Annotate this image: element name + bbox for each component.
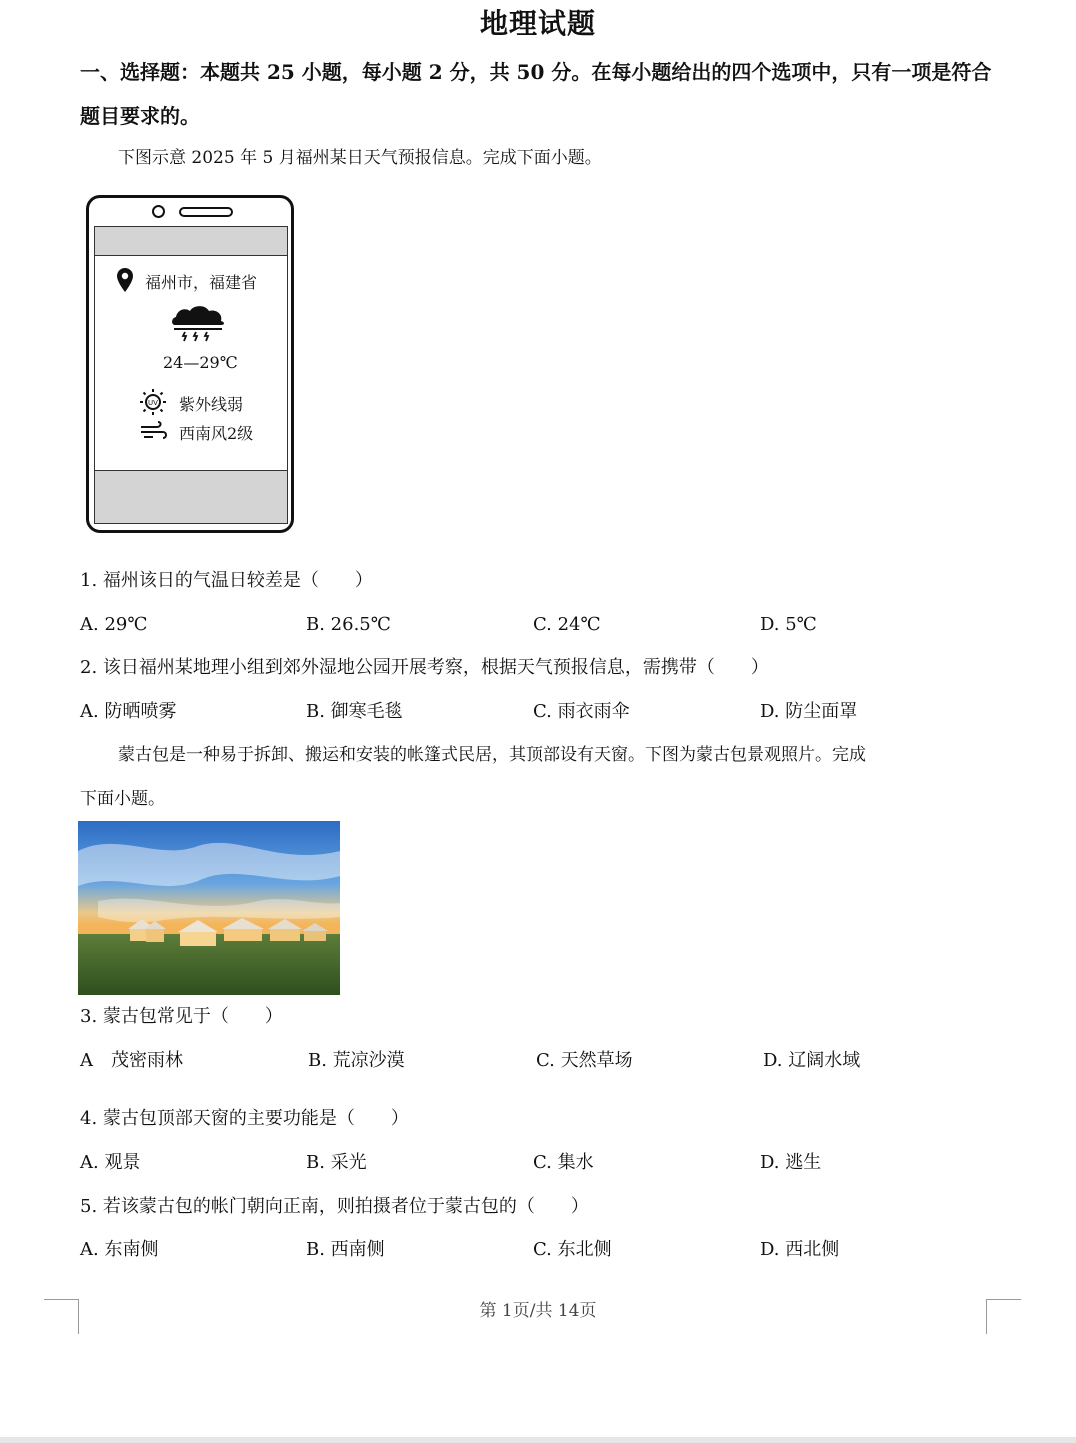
weather-location: 福州市，福建省 (145, 273, 258, 292)
yurt-photo (78, 821, 340, 995)
question-2-option-d[interactable]: D. 防尘面罩 (760, 701, 858, 722)
page-title: 地理试题 (479, 7, 596, 40)
weather-phone-figure (86, 195, 294, 533)
page-bottom-edge (0, 1437, 1076, 1443)
question-5-stem: 5. 若该蒙古包的帐门朝向正南，则拍摄者位于蒙古包的（ ） (80, 1196, 589, 1217)
question-2-stem: 2. 该日福州某地理小组到郊外湿地公园开展考察，根据天气预报信息，需携带（ ） (80, 657, 769, 678)
svg-text:UV: UV (148, 399, 158, 407)
question-2-option-c[interactable]: C. 雨衣雨伞 (533, 701, 630, 722)
phone-camera (152, 205, 165, 218)
question-1-option-c[interactable]: C. 24℃ (533, 614, 601, 635)
weather-temperature: 24—29℃ (163, 353, 238, 372)
weather-wind: 西南风2级 (179, 424, 254, 443)
page-footer: 第 1页/共 14页 (479, 1301, 597, 1321)
section-heading: 一、选择题：本题共 25 小题，每小题 2 分，共 50 分。在每小题给出的四个选项中，只有一项是符合题目要求的。 (80, 60, 992, 128)
phone-screen (94, 256, 288, 470)
group2-intro-line1: 蒙古包是一种易于拆卸、搬运和安装的帐篷式民居，其顶部设有天窗。下图为蒙古包景观照片。完成 (118, 745, 866, 765)
yurt-landscape-image (78, 821, 340, 995)
uv-sun-icon (139, 388, 167, 416)
wind-icon (139, 420, 167, 444)
question-2-option-b[interactable]: B. 御寒毛毯 (306, 701, 403, 722)
question-5-option-a[interactable]: A. 东南侧 (80, 1239, 159, 1260)
page-corner-mark-right (986, 1299, 1021, 1334)
question-1-option-b[interactable]: B. 26.5℃ (306, 614, 391, 635)
phone-speaker (179, 207, 233, 217)
group2-intro-line2: 下面小题。 (80, 789, 165, 809)
question-4-option-b[interactable]: B. 采光 (306, 1152, 367, 1173)
question-3-option-c[interactable]: C. 天然草场 (536, 1050, 633, 1071)
question-4-option-d[interactable]: D. 逃生 (760, 1152, 822, 1173)
question-4-stem: 4. 蒙古包顶部天窗的主要功能是（ ） (80, 1108, 409, 1129)
rain-cloud-icon (169, 303, 227, 343)
phone-screen-top-bar (94, 226, 288, 256)
group1-intro: 下图示意 2025 年 5 月福州某日天气预报信息。完成下面小题。 (118, 148, 602, 168)
question-1-option-a[interactable]: A. 29℃ (80, 614, 148, 635)
page-corner-mark-left (44, 1299, 79, 1334)
question-3-option-d[interactable]: D. 辽阔水域 (763, 1050, 861, 1071)
weather-uv: 紫外线弱 (179, 395, 244, 414)
question-5-option-b[interactable]: B. 西南侧 (306, 1239, 385, 1260)
location-pin-icon (116, 267, 134, 293)
question-2-option-a[interactable]: A. 防晒喷雾 (80, 701, 177, 722)
question-5-option-c[interactable]: C. 东北侧 (533, 1239, 612, 1260)
question-5-option-d[interactable]: D. 西北侧 (760, 1239, 840, 1260)
question-3-stem: 3. 蒙古包常见于（ ） (80, 1006, 283, 1027)
question-4-option-a[interactable]: A. 观景 (80, 1152, 141, 1173)
question-1-option-d[interactable]: D. 5℃ (760, 614, 817, 635)
question-1-stem: 1. 福州该日的气温日较差是（ ） (80, 570, 373, 591)
question-4-option-c[interactable]: C. 集水 (533, 1152, 594, 1173)
phone-screen-bottom-bar (94, 470, 288, 524)
question-3-option-a[interactable]: A 茂密雨林 (80, 1050, 183, 1071)
question-3-option-b[interactable]: B. 荒凉沙漠 (308, 1050, 405, 1071)
